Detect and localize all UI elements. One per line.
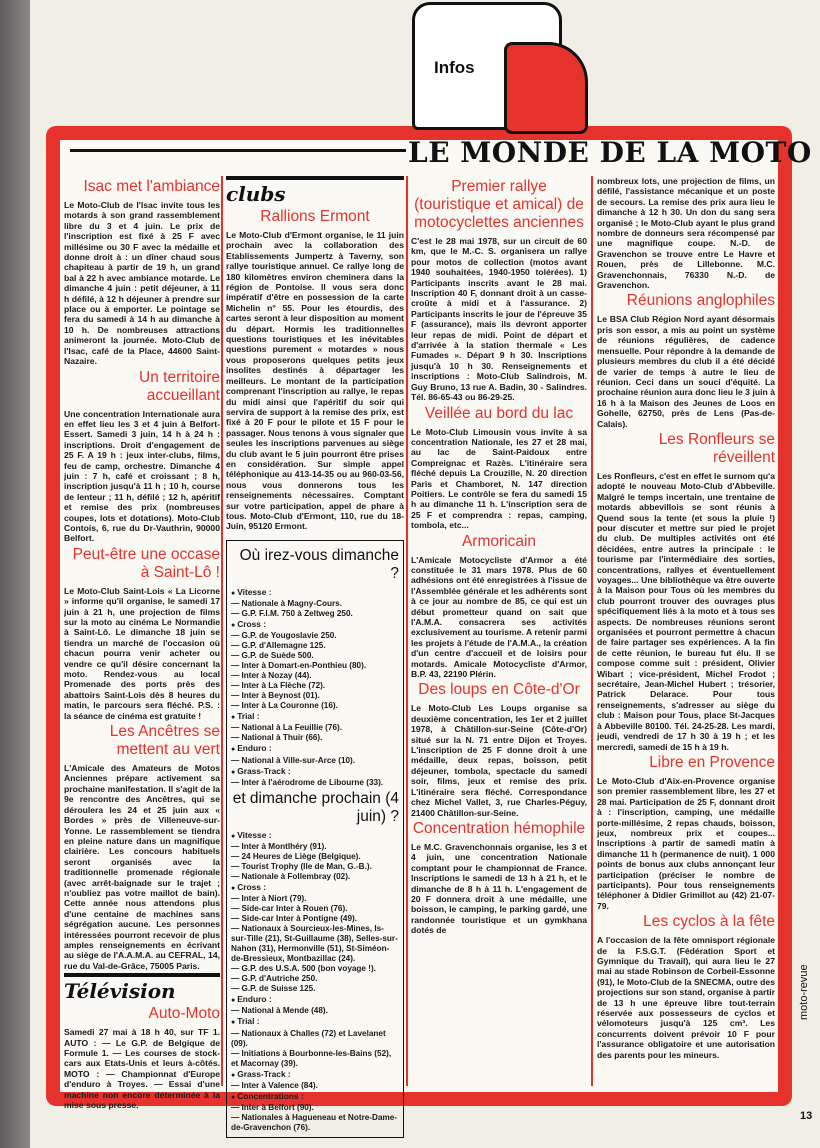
article [597, 292, 775, 428]
event-item: — G.P. de Yougoslavie 250. [231, 631, 337, 641]
article-title: Rallions Ermont [260, 208, 370, 225]
events-list [231, 830, 399, 1133]
event-item: — Inter à Beynost (01). [231, 691, 320, 701]
event-item: — Inter à La Flèche (72). [231, 681, 326, 691]
page-number: 13 [800, 1110, 813, 1122]
article-body: C'est le 28 mai 1978, sur un circuit de 60 km, que le M.-C. S. organisera un rallye pour motos de collection (motos avant 1940 souhaitées, 1940-1950 tolérées). 1) Participants inscrits avant le 28 mai. Inscription 40 F, donnant droit à un casse-croûte à midi et à l'assurance. 2) Participants inscrits le jour de l'épreuve 35 F (assurance), mais ils devront apporter leur repas de midi. Point de départ et d'arrivée à la station thermale « Les Fumades ». Départ 9 h 30. Inscriptions jusqu'à 10 h 30. Renseignements et inscriptions : Moto-Club Salindrois, M. Guy Bruno, 13 rue A. Badin, 30 - Salindres. Tél. 86-65-43 ou 86-29-25. [411, 236, 587, 403]
event-item: — G.P. de Suède 500. [231, 651, 314, 661]
event-item: — Inter à La Couronne (16). [231, 701, 338, 711]
event-item: — Nationales à Hagueneau et Notre-Dame-de-Gravenchon (76). [231, 1113, 398, 1133]
article [64, 178, 220, 367]
article-title: Concentration hémophile [412, 819, 586, 837]
side-label: moto-revue [798, 964, 810, 1020]
event-item: — National à Mende (48). [231, 1006, 328, 1016]
event-item: — Nationale à Follembray (02). [231, 872, 351, 881]
article-body: Le Moto-Club d'Aix-en-Provence organise son premier rassemblement libre, les 27 et 28 mai. Participation de 25 F, donnant droit à : l'inscription, camping, une médaille porte-millésime, 2 repas chauds, boisson, jeux, nombreux prix et coupes... Inscriptions à partir de samedi matin à dimanche 11 h (permanence de nuit). 1 000 points de bonus aux clubs annonçant leur participation (préciser le nombre de participants). Pour tous renseignements téléphoner à Didier Grimillot au (42) 21-07-79. [597, 775, 775, 911]
logo-r-shape [504, 42, 588, 134]
event-category: ● Vitesse : [231, 830, 399, 842]
article-title: Libre en Provence [649, 753, 775, 771]
box-title: et dimanche prochain (4 juin) ? [232, 789, 399, 825]
event-item: — National à La Feuillie (76). [231, 723, 343, 733]
box-title: Où irez-vous dimanche ? [239, 546, 399, 582]
article [64, 723, 220, 971]
event-item: — Initiations à Bourbonne-les-Bains (52), et Macornay (39). [231, 1048, 392, 1068]
article-title: Les Ancêtres se mettent au vert [109, 723, 220, 759]
article-body: Le Moto-Club Les Loups organise sa deuxième concentration, les 1er et 2 juillet 1978, à Châtillon-sur-Seine (Côte-d'Or) situé sur la N. 71 entre Dijon et Troyes. L'inscription de 25 F donne droit à une médaille, deux repas, boisson, petit déjeuner, tombola, spectacle du samedi soir, films, jeux et remise des prix. L'itinéraire sera fléché. Correspondance chez Michel Vallet, 3, rue Charles-Péguy, 21400 Châtillon-sur-Seine. [411, 703, 587, 818]
column-divider [406, 176, 408, 1086]
event-item: — Nationale à Magny-Cours. [231, 598, 343, 608]
article [597, 913, 775, 1060]
article-title: Des loups en Côte-d'Or [418, 681, 580, 699]
section-heading: clubs [226, 176, 404, 206]
article-body: L'Amicale des Amateurs de Motos Anciennes prépare activement sa prochaine manifestation. Il s'agit de la 9e rencontre des Ancêtres, qui se déroulera les 24 et 25 juin aux « Bordes » près de Villeneuve-sur-Yonne. Le rassemblement se tiendra en pleine nature dans un magnifique clairière. Les concours habituels seront organisés avec la traditionnelle promenade régionale (avec arrêt-baignade sur le trajet ; n'oubliez pas votre maillot de bain). Cette année nous attendons plus d'une centaine de machines sans ségrégation aucune. Les personnes intéressées pourront recevoir de plus amples renseignements en écrivant au siège de l'A.A.M.A. au CEFRAL, 14, rue du Val-de-Grâce, 75005 Paris. [64, 763, 220, 971]
column-3 [411, 176, 587, 938]
event-category: ● Vitesse : [231, 587, 399, 599]
article-title: Les Ronfleurs se réveillent [658, 430, 775, 466]
header-rule [70, 149, 406, 152]
event-item: — Side-car Inter à Rouen (76). [231, 904, 348, 914]
page-title: LE MONDE DE LA MOTO [408, 136, 812, 169]
event-category: ● Concentrations : [231, 1091, 399, 1103]
article-body: Le M.C. Gravenchonnais organise, les 3 et 4 juin, une concentration Nationale comptant pour le championnat de France. Inscriptions le samedi de 13 h à 21 h, et le dimanche de 8 h à 11 h. L'engagement de 20 F donnera droit à une médaille, une boisson, le camping, le parking gardé, une randonnée touristique et un gymkhana dotés de [411, 841, 587, 936]
column-2 [226, 176, 404, 1138]
article-title: Veillée au bord du lac [424, 404, 574, 422]
event-category: ● Enduro : [231, 994, 399, 1006]
article-title: Peut-être une occase à Saint-Lô ! [72, 545, 220, 581]
article [411, 405, 587, 531]
article-body: Le Moto-Club Saint-Lois « La Licorne » informe qu'il organise, le samedi 17 juin à 21 h, une projection de films sur la moto au cinéma Le Normandie à Saint-Lô. Le dimanche 18 juin se tiendra un marché de l'occasion où chacun pourra venir acheter ou vendre ce qu'il désire concernant la moto. Rendez-vous au local Promenade des ports près des abattoirs Saint-Lois dès 8 heures du matin, le parcours sera fléché. P.S. : la séance de cinéma est gratuite ! [64, 585, 220, 721]
event-item: — Nationaux à Sourcieux-les-Mines, Is-sur-Tille (21), St-Guillaume (38), Selles-sur-Nahon (31), Hermonville (51), St-Siméon-de-Bressieux, Montbazillac (24). [231, 924, 398, 964]
event-item: — National à Ville-sur-Arce (10). [231, 755, 356, 765]
article-body: L'Amicale Motocycliste d'Armor a été constituée le 31 mars 1978. Plus de 60 adhésions ont été enregistrées à l'issue de l'Assemblée générale et les adhérents sont à ce jour au nombre de 85, ce qui est un début prometteur quand on sait que l'A.M.A. consacrera ses activités exclusivement au tourisme. A retenir parmi les projets à l'étude de l'A.M.A., la création d'un centre d'accueil et de loisirs pour motards. Amicale Motocycliste d'Armor, B.P. 43, 22190 Plérin. [411, 554, 587, 680]
television-section [64, 973, 220, 1110]
column-4 [597, 176, 775, 1062]
section-heading: Télévision [64, 973, 220, 1003]
event-item: — Side-car Inter à Pontigne (49). [231, 914, 358, 924]
article [597, 431, 775, 752]
event-item: — Inter à Domart-en-Ponthieu (80). [231, 661, 367, 671]
article [411, 178, 587, 403]
event-item: — G.P. d'Allemagne 125. [231, 641, 326, 651]
article [597, 754, 775, 911]
event-item: — Inter à l'aérodrome de Libourne (33). [231, 777, 384, 787]
article-title: Premier rallye (touristique et amical) de motocyclettes anciennes [414, 178, 584, 231]
article-body: Le BSA Club Région Nord ayant désormais pris son essor, a mis au point un système de réunions régulières, de cadence mensuelle. Pour répondre à la demande de plusieurs membres du club il a été décidé de varier de temps à autre le lieu de réunion. Ceci dans un souci d'équité. La prochaine réunion aura donc lieu le 3 juin à 16 h à la Maison des Jeunes de Loos en Gohelle, 62750, près de Lens (Pas-de-Calais). [597, 314, 775, 429]
article [597, 176, 775, 290]
column-divider [221, 176, 223, 1086]
article [411, 533, 587, 680]
article [411, 681, 587, 817]
event-item: — Inter à Niort (79). [231, 894, 307, 904]
article-body: Le Moto-Club d'Ermont organise, le 11 juin prochain avec la collaboration des Etablissements Jumpertz à Taverny, son rallye touristique annuel. Ce rallye long de 180 kilomètres environ cheminera dans la région de Pontoise. Il vous sera donc impératif d'être en possession de la carte Michelin n° 55. Pour les étourdis, des cartes seront à leur disposition au moment du départ. Hormis les traditionnelles questions touristiques et les inévitables questions purement « motardes » nous vous proposerons quelques petits jeux insolites destinés à départager les meilleurs. Le montant de la participation comprenant l'inscription au rallye, le repas du midi ainsi que l'apéritif du soir qui servira de support à la remise des prix, est fixé à 20 F pour le pilote et 15 F pour le passager. Nous tenons à vous signaler que seules les inscriptions parvenues au siège du club avant le 5 juin pourront être prises en considération. Sur simple appel téléphonique au 413-14-35 ou au 960-03-56, nous vous donnerons tous les renseignements nécessaires. Comptant sur votre participation, appel de phare à tous. Moto-Club d'Ermont, 110, rue du 18-Juin, 95120 Ermont. [226, 230, 404, 532]
article-title: Les cyclos à la fête [643, 913, 775, 931]
logo-infos-label: Infos [434, 58, 475, 77]
event-item: — Nationaux à Challes (72) et Lavelanet (09). [231, 1028, 386, 1048]
article-body: nombreux lots, une projection de films, un défilé, l'assistance mécanique et un poste de secours. La remise des prix aura lieu le dimanche à 12 h 30. Un don du sang sera organisé ; le Moto-Club ayant le plus grand nombre de donneurs sera récompensé par une magnifique coupe. N.-D. de Gravenchon se trouve entre Le Havre et Rouen, près de Lillebonne. M.C. Gravenchonnais, 76330 N.-D. de Gravenchon. [597, 176, 775, 291]
event-category: ● Trial : [231, 1016, 399, 1028]
column-1 [64, 176, 220, 1112]
event-category: ● Trial : [231, 711, 399, 723]
event-category: ● Grass-Track : [231, 766, 399, 778]
event-item: — 24 Heures de Liège (Belgique). [231, 852, 361, 861]
article-title: Auto-Moto [148, 1005, 220, 1023]
article-body: Une concentration Internationale aura en effet lieu les 3 et 4 juin à Belfort-Essert. Samedi 3 juin, 14 h à 24 h : inscriptions. Droit d'engagement de 25 F. A 19 h : jeux inter-clubs, films, feu de camp, orchestre. Dimanche 4 juin : 7 h, café et croissant ; 8 h, inscription jusqu'à 11 h ; 10 h, course de lenteur ; 11 h, défilé ; 12 h, apéritif et remise des prix (nombreuses coupes, lots et dotations). Moto-Club Contois, 6, rue du Dr-Vauthrin, 90000 Belfort. [64, 408, 220, 544]
event-item: — G.P. d'Autriche 250. [231, 974, 318, 984]
event-category: ● Grass-Track : [231, 1069, 399, 1081]
article-title: Armoricain [461, 532, 537, 550]
article-title: Réunions anglophiles [626, 292, 775, 310]
event-item: — Inter à Valence (84). [231, 1080, 318, 1090]
article-body: A l'occasion de la fête omnisport régionale de la F.S.G.T. (Fédération Sport et Gymnique du Travail), qui aura lieu le 27 mai au stade Robinson de Corbeil-Essonne (91), le Moto-Club de la SNECMA, outre des projections sur son stand, organise à partir de 13 h une épreuve libre tout-terrain réservée aux possesseurs de cyclos et vélomoteurs jusqu'à 125 cm³. Les concurrents doivent prévoir 10 F pour l'assurance obligatoire et une autorisation des parents pour les mineurs. [597, 935, 775, 1060]
article [64, 369, 220, 544]
column-divider [591, 176, 593, 1086]
article-body: Samedi 27 mai à 18 h 40, sur TF 1. AUTO : — Le G.P. de Belgique de Formule 1. — Les courses de stock-cars aux Etats-Unis et leurs à-côtés. MOTO : — Championnat d'Europe d'enduro à Troyes. — Essai d'une machine non encore déterminée à la mise sous presse. [64, 1027, 220, 1111]
events-list [231, 587, 399, 788]
event-item: — Inter à Montlhéry (91). [231, 842, 327, 851]
article-title: Un territoire accueillant [139, 368, 220, 404]
event-item: — National à Thuir (66). [231, 733, 323, 743]
event-category: ● Cross : [231, 619, 399, 631]
events-box [226, 540, 404, 1138]
event-item: — G.P. de Suisse 125. [231, 984, 316, 994]
article-body: Le Moto-Club Limousin vous invite à sa concentration Nationale, les 27 et 28 mai, au lac de Saint-Paidoux entre Compreignac et Razès. L'itinéraire sera fléché depuis La Crouzille, N. 20 direction Paris et Chamboret, N. 147 direction Poitiers. Le contrôle se fera du samedi 15 h au dimanche 11 h. L'inscription sera de 25 F et comprendra : repas, camping, tombola, etc... [411, 426, 587, 531]
article-title: Isac met l'ambiance [83, 178, 220, 195]
article-body: Le Moto-Club de l'Isac invite tous les motards à son grand rassemblement libre du 3 et 4 juin. Le prix de l'inscription est fixé à 25 F avec millésime ou 30 F avec la médaille et donne droit à : un dîner chaud sous chapiteau à partir de 19 h, un grand bal à 22 h avec ambiance motarde. Le dimanche 4 juin : petit déjeuner, à 11 h défilé, à 12 h déjeuner à prendre sur place ou à emporter. Le pointage se fera du samedi à 14 h au dimanche à 10 h. De nombreuses attractions animeront la journée. Moto-Club de l'Isac, café de la Place, 44600 Saint-Nazaire. [64, 200, 220, 367]
event-category: ● Enduro : [231, 743, 399, 755]
event-item: — G.P. des U.S.A. 500 (bon voyage !). [231, 964, 376, 974]
article [64, 546, 220, 721]
event-item: — G.P. F.I.M. 750 à Zeltweg 250. [231, 608, 353, 618]
article-body: Les Ronfleurs, c'est en effet le surnom qu'a adopté le nouveau Moto-Club d'Abbeville. Malgré le temps incertain, une trentaine de motards abbevillois se sont réunis à Quend sous la tente (et sous la pluie !) pour discuter et mettre sur pied le projet du club. De multiples activités ont été décidées, entre autres la principale : le tourisme par l'intermédiaire des sorties, concentrations, rallyes et éventuellement voyages... Une bibliothèque va être ouverte à la Maison pour Tous où les membres du club pourront trouver des ouvrages plus spécifiquement liés à la moto et à tous ses aspects. De nombreuses réunions seront organisées et pourront permettre à chacun de faire partager ses expériences. A la fin de cette réunion, le bureau fut élu. Il se compose comme suit : président, Olivier Wibart ; vice-président, Michel Frodot ; secrétaire, Jean-Michel Hubert ; trésorier, Patrick Delarace. Pour tous renseignements, s'adresser au siège du club : Maison pour Tous, place St-Jacques à Abbeville 80100. Tél. 24-25-28. Les mardi, jeudi, vendredi de 17 h 30 à 19 h ; et les mercredi, samedi de 15 h à 19 h. [597, 470, 775, 752]
event-item: — Inter à Nozay (44). [231, 671, 312, 681]
event-item: — Tourist Trophy (Ile de Man, G.-B.). [231, 862, 372, 871]
magazine-logo [412, 2, 582, 132]
event-category: ● Cross : [231, 882, 399, 894]
event-item: — Inter à Belfort (90). [231, 1103, 314, 1113]
article [411, 820, 587, 936]
